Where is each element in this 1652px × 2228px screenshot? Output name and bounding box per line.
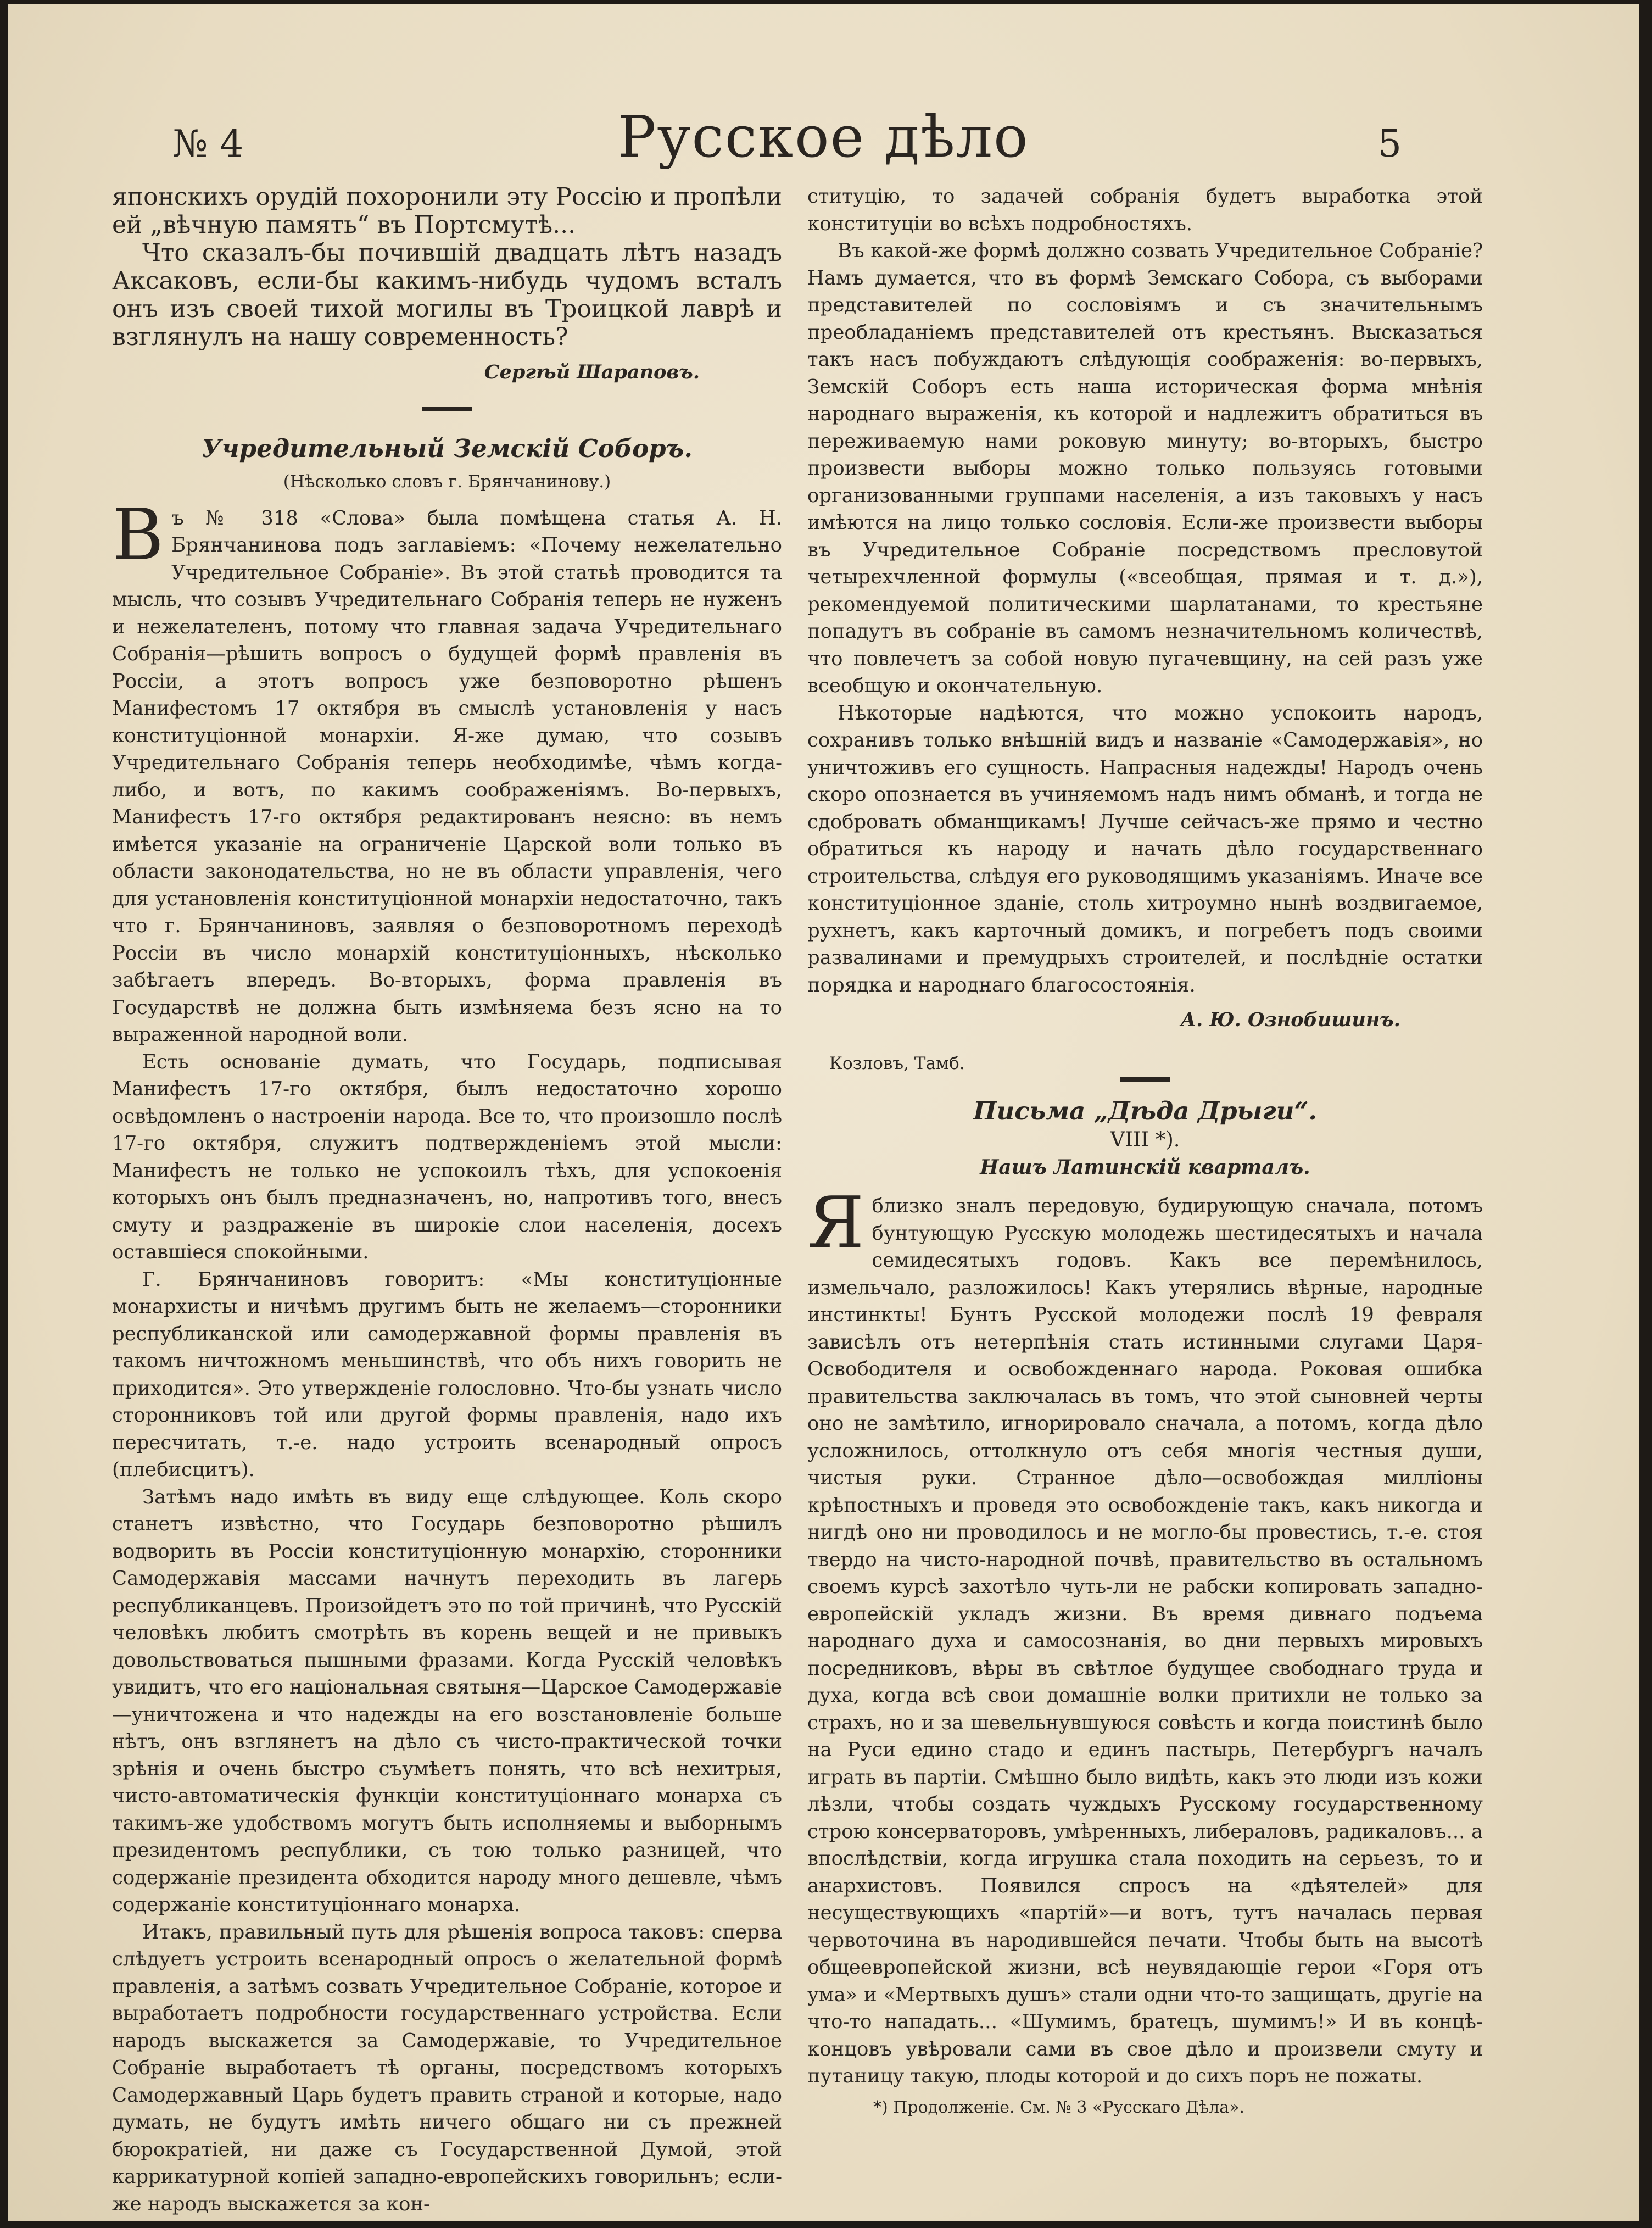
author-signature: Сергѣй Шараповъ.	[484, 361, 700, 383]
article-title: Письма „Дѣда Дрыги“.	[973, 1096, 1318, 1126]
article-subtitle: (Нѣсколько словъ г. Брянчанинову.)	[283, 471, 611, 492]
page-number: 5	[1377, 122, 1402, 166]
footnote: *) Продолженіе. См. № 3 «Русскаго Дѣла».	[873, 2097, 1244, 2117]
article-paragraph: Есть основаніе думать, что Государь, подписывая Манифестъ 17-го октября, былъ недостаточно хорошо освѣдомленъ о настроеніи народа. Все то, что произошло послѣ 17-го октября, служитъ подтвержденіемъ этой мысли: Манифестъ не только не успокоилъ тѣхъ, для успокоенія которыхъ онъ былъ предназначенъ, но, напротивъ того, внесъ смуту и раздраженіе въ широкіе слои населенія, досехъ оставшіеся спокойными.	[112, 1050, 782, 1263]
article-subtitle: Нашъ Латинскій кварталъ.	[980, 1156, 1310, 1179]
article-paragraph: Въ какой-же формѣ должно созвать Учредительное Собраніе? Намъ думается, что въ формѣ Земскаго Собора, съ выборами представителей по сословіямъ и съ значительнымъ преобладаніемъ представителей отъ крестьянъ. Высказаться такъ насъ побуждаютъ слѣдующія соображенія: во-первыхъ, Земскій Соборъ есть наша историческая форма мнѣнія народнаго выраженія, къ которой и надлежитъ обратиться въ переживаемую нами роковую минуту; во-вторыхъ, быстро произвести выборы можно только пользуясь готовыми организованными группами населенія, а изъ таковыхъ у насъ имѣются на лицо только сословія. Если-же произвести выборы въ Учредительное Собраніе посредствомъ пресловутой четырехчленной формулы («всеобщая, прямая и т. д.»), рекомендуемой политическими шарлатанами, то крестьяне попадутъ въ собраніе въ самомъ незначительномъ количествѣ, что повлечетъ за собой новую пугачевщину, на сей разъ уже всеобщую и окончательную.	[807, 239, 1483, 697]
article-paragraph: ституцію, то задачей собранія будетъ выработка этой конституціи во всѣхъ подробностяхъ.	[807, 185, 1483, 235]
masthead-title: Русское дѣло	[617, 103, 1029, 170]
article-title: Учредительный Земскій Соборъ.	[201, 433, 693, 463]
article-paragraph: Г. Брянчаниновъ говоритъ: «Мы конституціонные монархисты и ничѣмъ другимъ быть не желаемъ—сторонники республиканской или самодержавной формы правленія въ такомъ ничтожномъ меньшинствѣ, что объ нихъ говорить не приходится». Это утвержденіе голословно. Что-бы узнать число сторонниковъ той или другой формы правленія, надо ихъ пересчитать, т.-е. надо устроить всенародный опросъ (плебисцитъ).	[112, 1268, 782, 1481]
right-column	[807, 183, 1483, 2120]
page-header	[8, 70, 1639, 175]
drop-cap: В	[112, 494, 164, 576]
article-paragraph: Въ № 318 «Слова» была помѣщена статья А. Н. Брянчанинова подъ заглавіемъ: «Почему нежелательно Учредительное Собраніе». Въ этой статьѣ проводится та мысль, что созывъ Учредительнаго Собранія теперь не нуженъ и нежелателенъ, потому что главная задача Учредительнаго Собранія—рѣшить вопросъ о будущей формѣ правленія въ Россіи, а этотъ вопросъ уже безповоротно рѣшенъ Манифестомъ 17 октября въ смыслѣ установленія у насъ конституціонной монархіи. Я-же думаю, что созывъ Учредительнаго Собранія теперь необходимѣе, чѣмъ когда-либо, и вотъ, по какимъ соображеніямъ. Во-первыхъ, Манифестъ 17-го октября редактированъ неясно: въ немъ имѣется указаніе на ограниченіе Царской воли только въ области законодательства, но не въ области управленія, чего для установленія конституціонной монархіи недостаточно, такъ что г. Брянчаниновъ, заявляя о безповоротномъ переходѣ Россіи въ число монархій конституціонныхъ, нѣсколько забѣгаетъ впередъ. Во-вторыхъ, форма правленія въ Государствѣ не должна быть измѣняема безъ ясно на то выраженной народной воли.	[112, 494, 782, 1046]
article-paragraph: Итакъ, правильный путь для рѣшенія вопроса таковъ: сперва слѣдуетъ устроить всенародный опросъ о желательной формѣ правленія, а затѣмъ созвать Учредительное Собраніе, которое и выработаетъ подробности государственнаго устройства. Если народъ выскажется за Самодержавіе, то Учредительное Собраніе выработаетъ тѣ органы, посредствомъ которыхъ Самодержавный Царь будетъ править страной и которые, надо думать, не будутъ имѣть ничего общаго ни съ прежней бюрократіей, ни даже съ Государственной Думой, этой каррикатурной копіей западно-европейскихъ говорильнъ; если-же народъ выскажется за кон-	[112, 1920, 782, 2215]
drop-cap: Я	[807, 1182, 864, 1264]
article-number: VIII *).	[1110, 1128, 1180, 1151]
separator-rule	[422, 407, 472, 411]
intro-paragraph: Что сказалъ-бы почившій двадцать лѣтъ назадъ Аксаковъ, если-бы какимъ-нибудь чудомъ всталъ онъ изъ своей тихой могилы въ Троицкой лаврѣ и взглянулъ на нашу современность?	[112, 239, 782, 351]
intro-paragraph: японскихъ орудій похоронили эту Россію и пропѣли ей „вѣчную память“ въ Портсмутѣ...	[112, 183, 782, 239]
separator-rule	[1120, 1077, 1170, 1082]
article-paragraph: Яблизко зналъ передовую, будирующую сначала, потомъ бунтующую Русскую молодежь шестидесятыхъ и начала семидесятыхъ годовъ. Какъ все перемѣнилось, измельчало, разложилось! Какъ утерялись вѣрные, народные инстинкты! Бунтъ Русской молодежи послѣ 19 февраля зависѣлъ отъ нетерпѣнія стать истинными слугами Царя-Освободителя и освобожденнаго народа. Роковая ошибка правительства заключалась въ томъ, что этой сыновней черты оно не замѣтило, игнорировало сначала, а потомъ, когда дѣло усложнилось, оттолкнуло отъ себя многія честныя души, чистыя руки. Странное дѣло—освобождая милліоны крѣпостныхъ и проведя это освобожденіе такъ, какъ никогда и нигдѣ оно ни проводилось и не могло-бы провестись, т.-е. стоя твердо на чисто-народной почвѣ, правительство въ остальномъ своемъ курсѣ захотѣло чуть-ли не рабски копировать западно-европейскій укладъ жизни. Въ время дивнаго подъема народнаго духа и самосознанія, во дни первыхъ мировыхъ посредниковъ, вѣры въ свѣтлое будущее свободнаго труда и духа, когда всѣ свои домашніе волки притихли не только за страхъ, но и за шевельнувшуюся совѣсть и когда поистинѣ было на Руси едино стадо и единъ пастырь, Петербургъ началъ играть въ партіи. Смѣшно было видѣть, какъ это люди изъ кожи лѣзли, чтобы создать чуждыхъ Русскому государственному строю консерваторовъ, умѣренныхъ, либераловъ, радикаловъ... а впослѣдствіи, когда игрушка стала походить на серьезъ, то и анархистовъ. Появился спросъ на «дѣятелей» для несуществующихъ «партій»—и вотъ, тутъ началась первая червоточина въ народившейся печати. Чтобы быть на высотѣ общеевропейской жизни, всѣ неувядающіе герои «Горя отъ ума» и «Мертвыхъ душъ» стали одни что-то защищать, другіе на что-то нападать... «Шумимъ, братецъ, шумимъ!» И въ концѣ-концовъ увѣровали сами въ свое дѣло и произвели смуту и путаницу такую, плоды которой и до сихъ поръ не пожаты.	[807, 1182, 1483, 2087]
left-column	[112, 183, 782, 2218]
article-paragraph: Нѣкоторые надѣются, что можно успокоить народъ, сохранивъ только внѣшній видъ и названіе «Самодержавія», но уничтоживъ его сущность. Напрасныя надежды! Народъ очень скоро опознается въ учиняемомъ надъ нимъ обманѣ, и тогда не сдобровать обманщикамъ! Лучше сейчасъ-же прямо и честно обратиться къ народу и начать дѣло государственнаго строительства, слѣдуя его руководящимъ указаніямъ. Иначе все конституціонное зданіе, столь хитроумно нынѣ воздвигаемое, рухнетъ, какъ карточный домикъ, и погребетъ подъ своими развалинами и премудрыхъ строителей, и послѣдніе остатки порядка и народнаго благосостоянія.	[807, 701, 1483, 996]
dateline-place: Козловъ, Тамб.	[829, 1053, 965, 1073]
article-paragraph: Затѣмъ надо имѣть въ виду еще слѣдующее. Коль скоро станетъ извѣстно, что Государь безповоротно рѣшилъ водворить въ Россіи конституціонную монархію, сторонники Самодержавія массами начнутъ переходить въ лагерь республиканцевъ. Произойдетъ это по той причинѣ, что Русскій человѣкъ любитъ смотрѣть въ корень вещей и не привыкъ довольствоваться пышными фразами. Когда Русскій человѣкъ увидитъ, что его національная святыня—Царское Самодержавіе—уничтожена и что надежды на его возстановленіе больше нѣтъ, онъ взглянетъ на дѣло съ чисто-практической точки зрѣнія и очень быстро съумѣетъ понять, что всѣ нехитрыя, чисто-автоматическія функціи конституціоннаго монарха съ такимъ-же удобствомъ могутъ быть исполняемы и выборнымъ президентомъ республики, съ тою только разницей, что содержаніе президента обходится народу много дешевле, чѣмъ содержаніе конституціоннаго монарха.	[112, 1485, 782, 1916]
author-signature: А. Ю. Ознобишинъ.	[1180, 1009, 1400, 1031]
newspaper-page	[8, 4, 1639, 2221]
issue-number: № 4	[172, 122, 244, 166]
